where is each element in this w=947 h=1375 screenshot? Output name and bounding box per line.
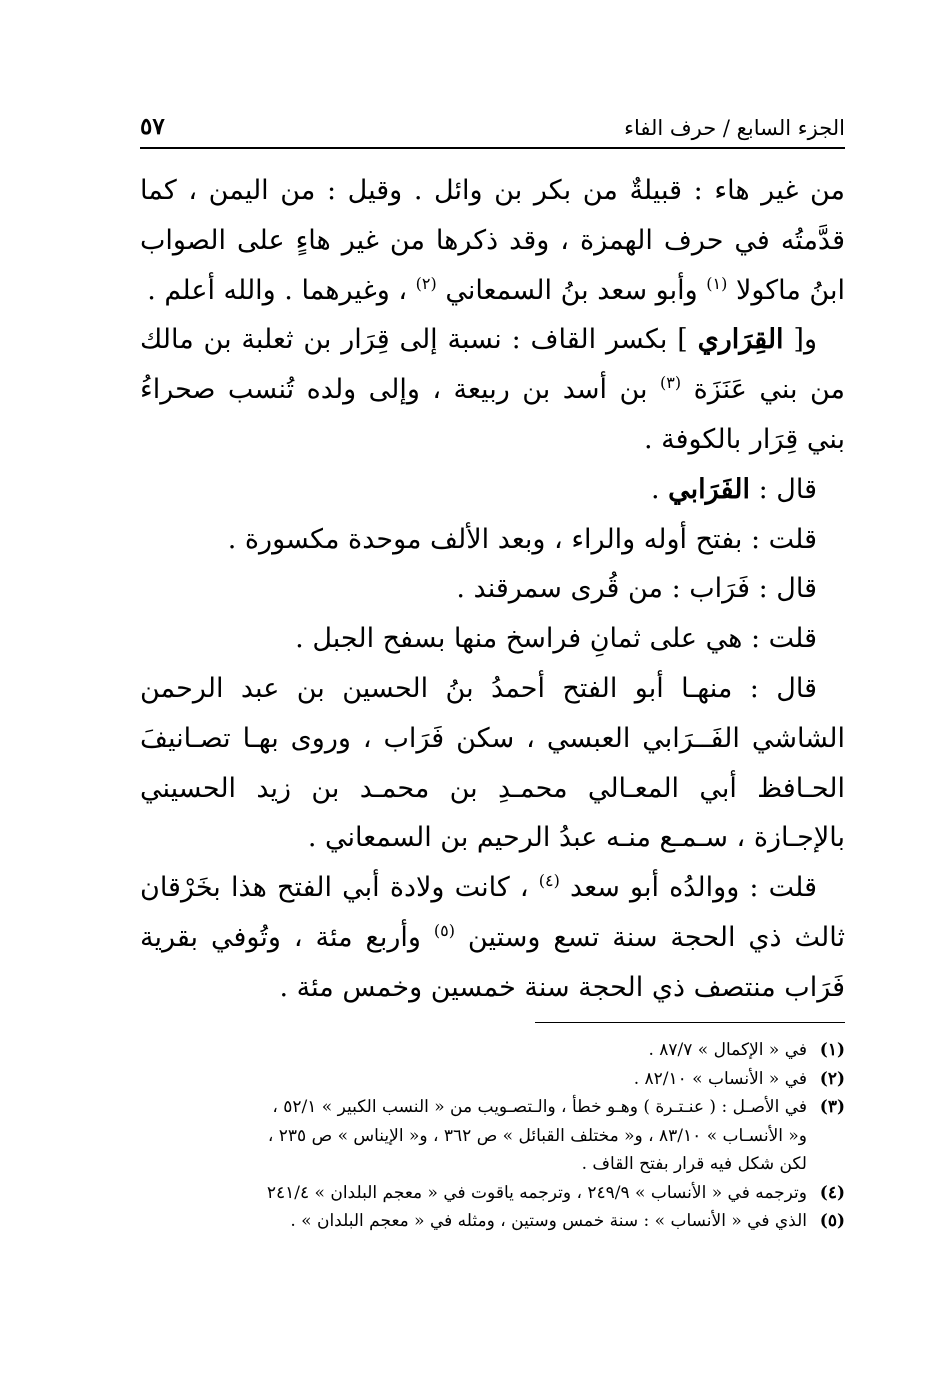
footnote-rule [535, 1022, 845, 1023]
p3-text-a: قال : [758, 473, 817, 505]
entry-headword-farabi: الفَرَابي [668, 473, 750, 505]
entry-headword-qirari: القِرَاري [697, 324, 784, 356]
running-header [140, 96, 845, 140]
paragraph-6: قلت : هي على ثمانِ فراسخ منها بسفح الجبل . [295, 623, 817, 655]
p2-text-a: و[ [793, 324, 817, 356]
paragraph-1 [140, 166, 845, 315]
footnote-number: (٤) [819, 1182, 845, 1203]
footnote-ref-4: (٤) [538, 871, 560, 891]
footnote-ref-2: (٢) [415, 273, 437, 293]
header-title: الجزء السابع / حرف الفاء [624, 116, 845, 140]
header-rule [140, 147, 845, 149]
footnotes [140, 1036, 845, 1236]
footnote-text: في « الأنساب » ٨٢/١٠ . [633, 1068, 807, 1089]
p1-text-c: ، وغيرهما . والله أعلم . [147, 274, 408, 306]
paragraph-2 [140, 315, 845, 464]
footnote-number: (٣) [819, 1097, 845, 1117]
p8-text-a: قلت : ووالدُه أبو سعد [570, 872, 818, 904]
footnote-3-continuation-1: و« الأنسـاب » ٨٣/١٠ ، و« مختلف القبائل » ص ٣٦٢ ، و« الإيناس » ص ٢٣٥ ، [267, 1125, 807, 1146]
footnote-2 [140, 1065, 845, 1094]
footnote-ref-3: (٣) [660, 373, 682, 393]
p2-text-b: ] بكسر القاف : نسبة إلى قِرَار بن ثعلبة بن مالك من بني عَنَزَة [140, 324, 846, 406]
paragraph-3 [140, 465, 845, 515]
footnote-number: (٢) [819, 1068, 845, 1089]
p1-text-a: من غير هاء : قبيلةٌ من بكر بن وائل . وقيل : من اليمن ، كما قدَّمتُه في حرف الهمزة ، وقد ذكرها من غير هاءٍ على الصواب ابنُ ماكولا [140, 175, 845, 306]
p8-text-c: وأربع مئة ، وتُوفي بقرية فَرَاب منتصف ذي الحجة سنة خمسين وخمس مئة . [140, 921, 845, 1003]
paragraph-5: قال : فَرَاب : من قُرى سمرقند . [456, 573, 817, 605]
paragraph-7: قال : منهـا أبو الفتح أحمدُ بنُ الحسين بن عبد الرحمن الشاشي الفَــرَابي العبسي ، سكن فَرَاب ، وروى بهـا تصـانيفَ الحـافظ أبي المعـالي محمـدِ بن محمـد بن زيد الحسيني بالإجـازة ، سـمـع منـه عبدُ الرحيم بن السمعاني . [140, 672, 845, 854]
footnote-3 [140, 1093, 845, 1122]
paragraph-8 [140, 863, 845, 1012]
p2-text-c: بن أسد بن ربيعة ، وإلى ولده تُنسب صحراءُ بني قِرَار بالكوفة . [140, 374, 845, 455]
p3-text-b: . [650, 473, 660, 505]
footnote-1 [140, 1036, 845, 1065]
footnote-number: (٥) [819, 1211, 845, 1231]
footnote-4 [140, 1179, 845, 1208]
footnote-number: (١) [819, 1040, 845, 1060]
p8-text-b: ، كانت ولادة أبي الفتح هذا بخَرْقان ثالث ذي الحجة سنة تسع وستين [140, 872, 845, 953]
footnote-3-continuation-2: لكن شكل فيه قرار بفتح القاف . [581, 1154, 807, 1174]
page-number: ٥٧ [140, 113, 165, 140]
footnote-text: الذي في « الأنساب » : سنة خمس وستين ، ومثله في « معجم البلدان » . [290, 1211, 807, 1231]
paragraph-4: قلت : بفتح أوله والراء ، وبعد الألف موحدة مكسورة . [227, 523, 817, 555]
footnote-text: في « الإكمال » ٨٧/٧ . [648, 1040, 807, 1060]
body-text [140, 166, 845, 1013]
footnote-text: وترجمه في « الأنساب » ٢٤٩/٩ ، وترجمه ياقوت في « معجم البلدان » ٢٤١/٤ [266, 1182, 807, 1203]
footnote-5 [140, 1207, 845, 1236]
footnote-text: في الأصـل : ( عنـتـرة ) وهـو خطأ ، والـتصـويب من « النسب الكبير » ٥٢/١ ، [272, 1097, 807, 1117]
footnote-ref-5: (٥) [433, 920, 455, 940]
footnote-ref-1: (١) [706, 273, 728, 293]
p1-text-b: وأبو سعد بنُ السمعاني [445, 274, 698, 306]
